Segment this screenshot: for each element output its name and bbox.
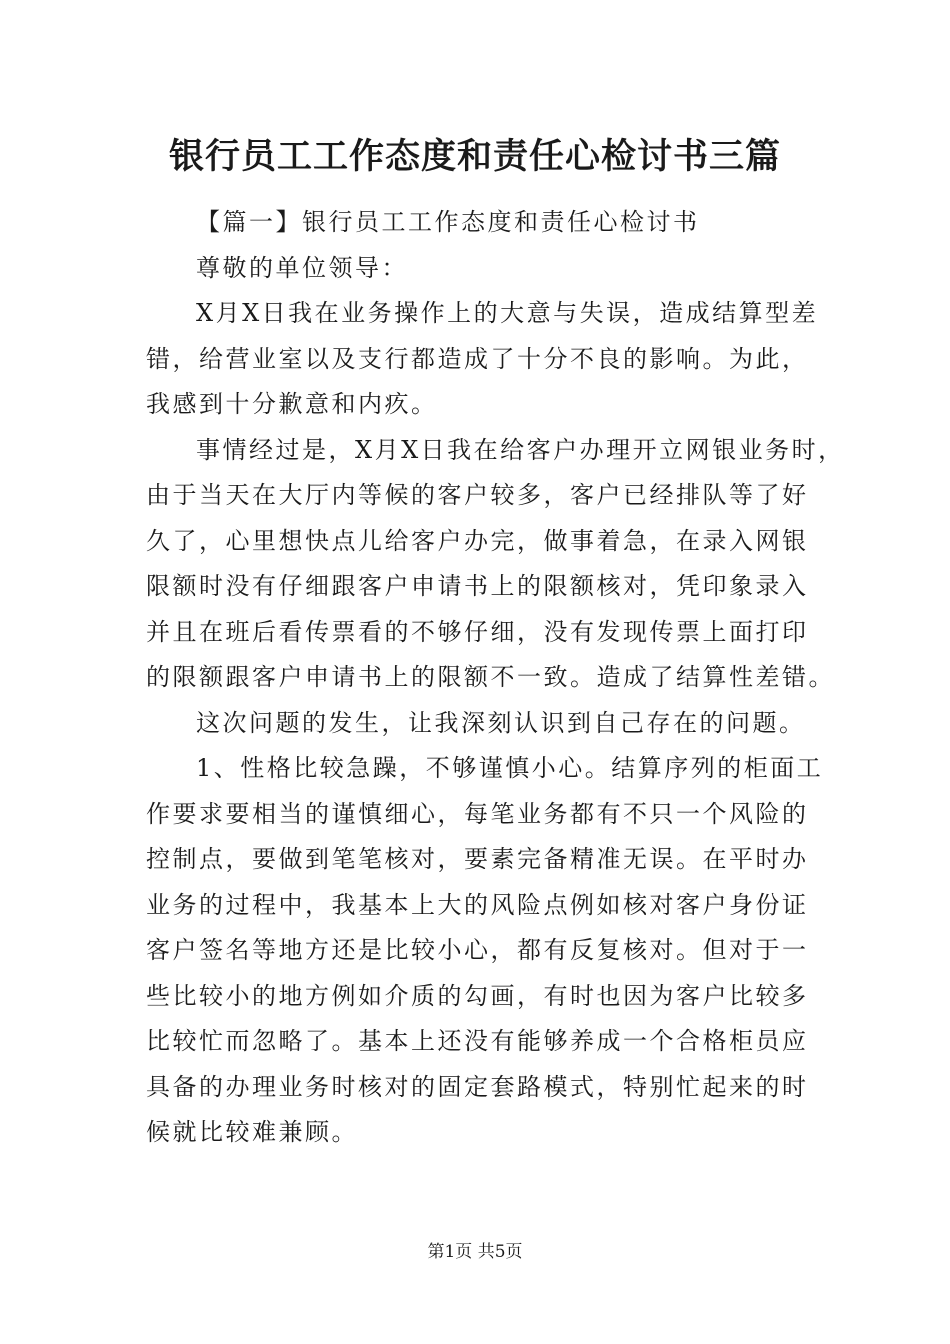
paragraph-line: 作要求要相当的谨慎细心，每笔业务都有不只一个风险的 — [146, 799, 809, 828]
paragraph-line: 客户签名等地方还是比较小心，都有反复核对。但对于一 — [146, 936, 809, 964]
paragraph-line: 控制点，要做到笔笔核对，要素完备精准无误。在平时办 — [146, 845, 809, 873]
paragraph-line: 候就比较难兼顾。 — [146, 1118, 358, 1146]
paragraph-line: 限额时没有仔细跟客户申请书上的限额核对，凭印象录入 — [146, 572, 809, 600]
paragraph-line: 比较忙而忽略了。基本上还没有能够养成一个合格柜员应 — [146, 1027, 809, 1055]
paragraph-line: 错，给营业室以及支行都造成了十分不良的影响。为此， — [146, 344, 809, 373]
paragraph-line: 这次问题的发生，让我深刻认识到自己存在的问题。 — [196, 708, 806, 737]
paragraph-line: 由于当天在大厅内等候的客户较多，客户已经排队等了好 — [146, 481, 809, 509]
salutation: 尊敬的单位领导： — [196, 253, 408, 282]
paragraph-line: 久了，心里想快点儿给客户办完，做事着急，在录入网银 — [146, 526, 809, 555]
page-number-footer: 第1页 共5页 — [427, 1242, 523, 1262]
paragraph-line: 具备的办理业务时核对的固定套路模式，特别忙起来的时 — [146, 1072, 809, 1101]
document-body — [146, 200, 845, 1156]
paragraph-line: X月X日我在业务操作上的大意与失误，造成结算型差 — [196, 299, 819, 327]
paragraph-line: 业务的过程中，我基本上大的风险点例如核对客户身份证 — [146, 890, 809, 919]
paragraph-line: 的限额跟客户申请书上的限额不一致。造成了结算性差错。 — [146, 663, 835, 691]
paragraph-line: 我感到十分歉意和内疚。 — [146, 390, 438, 418]
paragraph-line: 1、性格比较急躁，不够谨慎小心。结算序列的柜面工 — [196, 754, 824, 782]
section-heading: 【篇一】银行员工工作态度和责任心检讨书 — [196, 208, 700, 236]
paragraph-line: 并且在班后看传票看的不够仔细，没有发现传票上面打印 — [146, 617, 809, 646]
document-title: 银行员工工作态度和责任心检讨书三篇 — [168, 136, 781, 177]
paragraph-line: 些比较小的地方例如介质的勾画，有时也因为客户比较多 — [146, 981, 809, 1010]
paragraph-line: 事情经过是，X月X日我在给客户办理开立网银业务时， — [196, 435, 845, 464]
